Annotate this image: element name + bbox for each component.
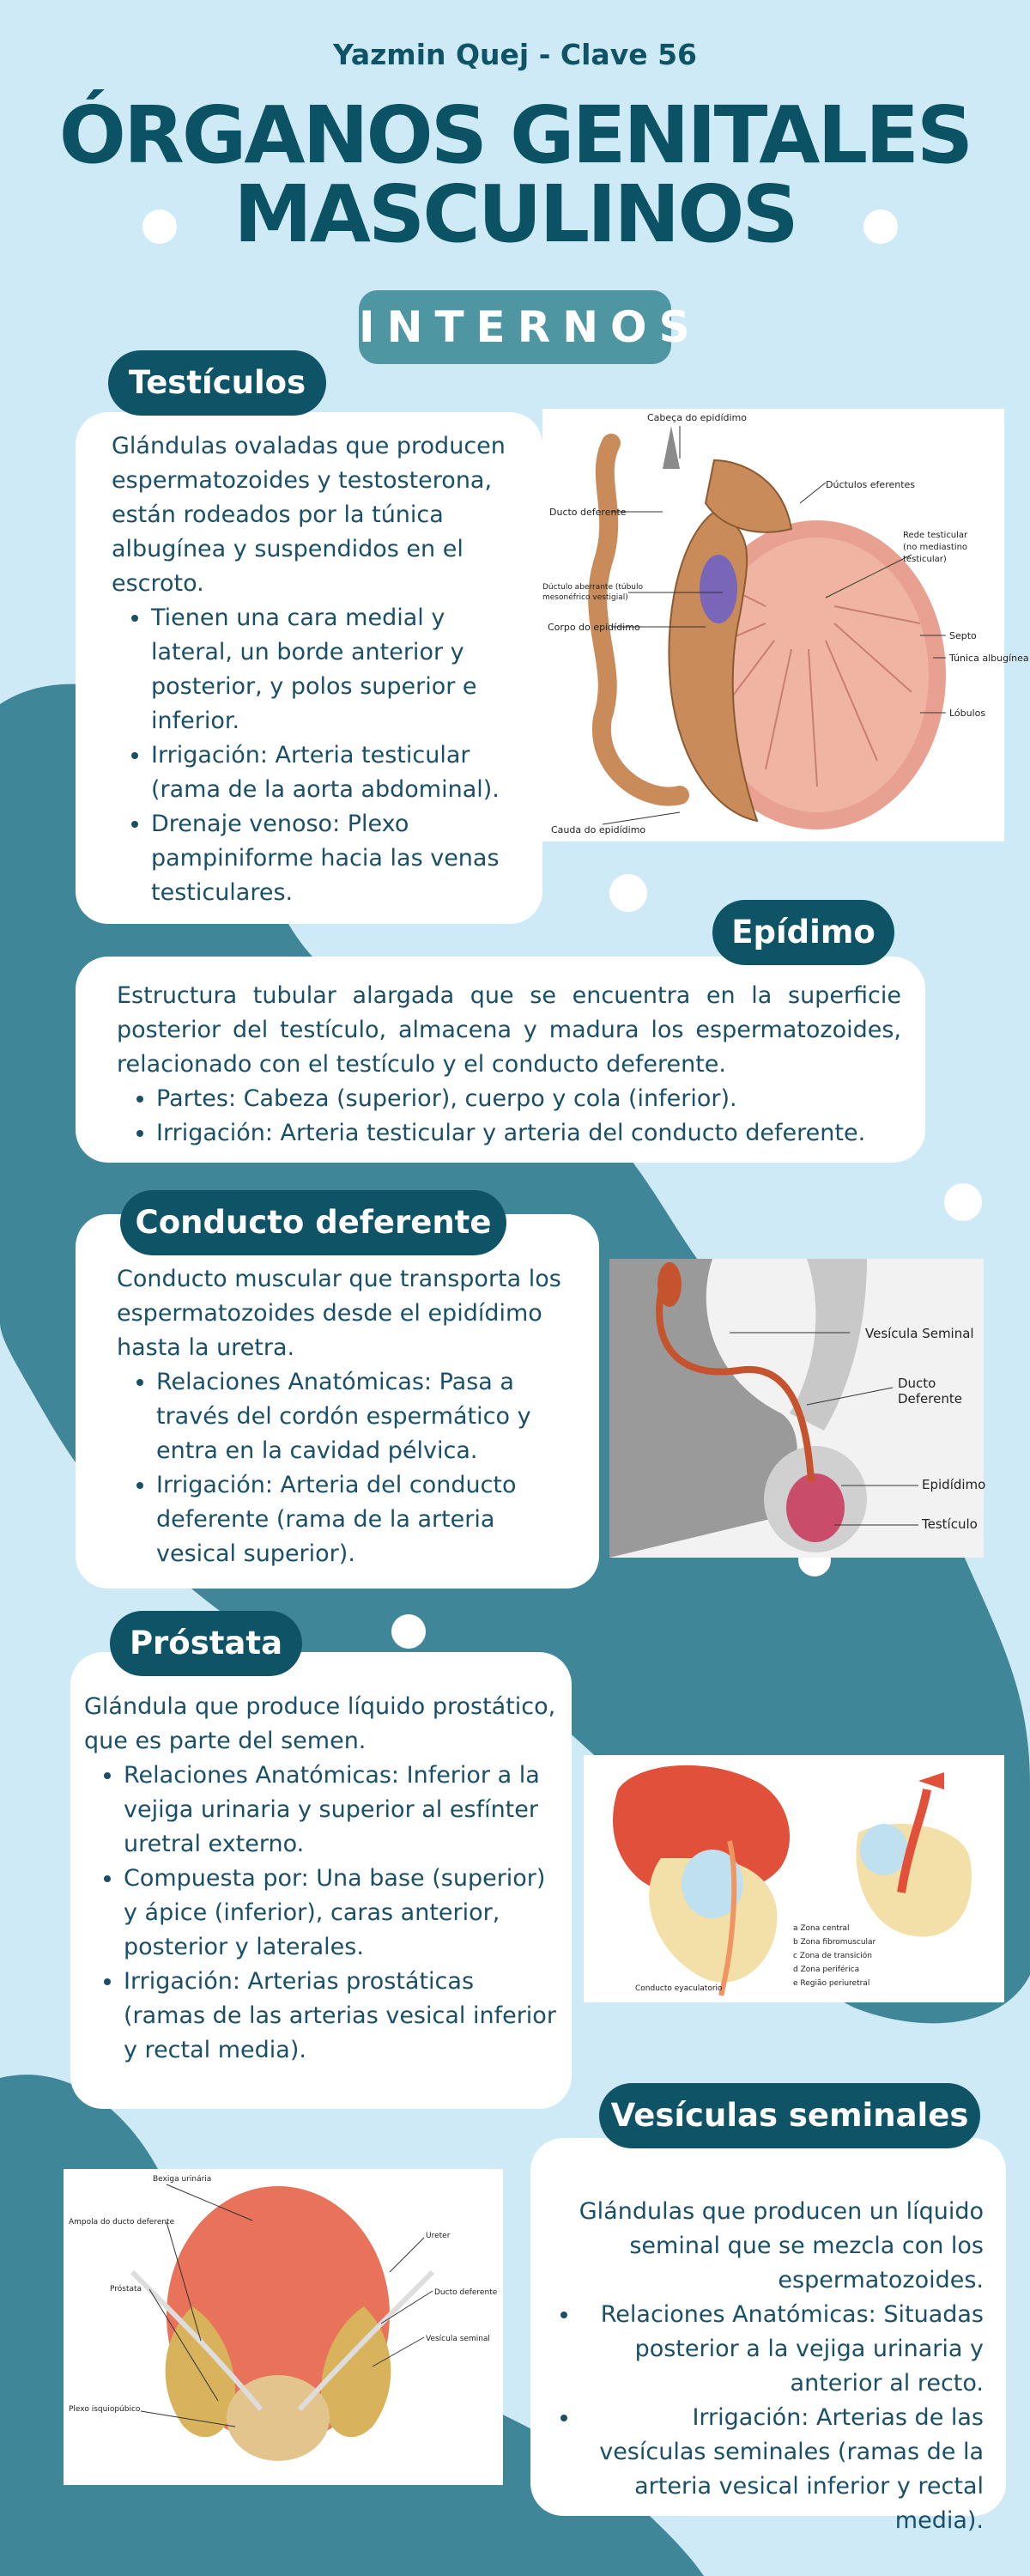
fig-label: Deferente (898, 1391, 962, 1406)
fig-label: Lóbulos (949, 708, 986, 719)
prostata-card (70, 1652, 572, 2109)
section-badge: INTERNOS (359, 290, 671, 364)
fig-label: Epidídimo (922, 1477, 986, 1492)
list-item: • Relaciones Anatómicas: Inferior a la vejiga urinaria y superior al esfínter uretral externo. (124, 1759, 556, 1862)
list-item: • Irrigación: Arterias de las vesículas seminales (ramas de la arteria vesical inferior y rectal media). (580, 2401, 984, 2538)
conducto-intro: Conducto muscular que transporta los espermatozoides desde el epidídimo hasta la uretra. (117, 1266, 561, 1361)
testiculo-illustration (542, 409, 1029, 841)
epididimo-card (76, 957, 925, 1163)
epididimo-heading: Epídimo (712, 900, 894, 965)
fig-label: Dúctulos eferentes (826, 479, 916, 490)
testiculos-card (76, 412, 542, 924)
fig-label: Vesícula seminal (426, 2335, 490, 2343)
fig-label: Ampola do ducto deferente (69, 2218, 175, 2227)
fig-label: mesonéfrico vestigial) (542, 593, 628, 602)
decor-dot (391, 1614, 426, 1649)
list-item: • Compuesta por: Una base (superior) y ápice (inferior), caras anterior, posterior y laterales. (124, 1862, 556, 1965)
decor-dot (944, 1183, 982, 1221)
vesiculas-list (546, 2298, 984, 2538)
fig-label: Ducto deferente (549, 507, 627, 518)
title-line-2: MASCULINOS (233, 168, 797, 260)
fig-label: Testículo (922, 1516, 978, 1532)
prostata-illustration (584, 1755, 1004, 2002)
vesiculas-card (530, 2138, 1006, 2534)
fig-label: Ureter (426, 2232, 451, 2240)
prostata-intro: Glándula que produce líquido prostático, que es parte del semen. (84, 1693, 556, 1754)
author-line: Yazmin Quej - Clave 56 (332, 38, 698, 71)
fig-label: Ducto deferente (434, 2288, 498, 2297)
list-item: • Irrigación: Arteria del conducto deferente (rama de la arteria vesical superior). (156, 1468, 582, 1571)
conducto-illustration (609, 1259, 984, 1558)
fig-label: e Região periuretral (793, 1979, 870, 1988)
fig-label: Corpo do epidídimo (548, 622, 640, 633)
decor-dot (609, 874, 647, 912)
fig-label: testicular) (903, 555, 947, 564)
list-item: • Relaciones Anatómicas: Situadas posterior a la vejiga urinaria y anterior al recto. (580, 2298, 984, 2401)
fig-label: c Zona de transición (793, 1952, 872, 1960)
fig-label: Conducto eyaculatorio (635, 1984, 723, 1993)
vesiculas-heading: Vesículas seminales (599, 2083, 980, 2148)
fig-label: Ducto (898, 1376, 936, 1391)
fig-label: Dúctulo aberrante (túbulo (542, 583, 644, 592)
fig-label: d Zona periférica (793, 1965, 860, 1974)
fig-label: Cauda do epidídimo (551, 824, 646, 835)
list-item: • Irrigación: Arterias prostáticas (ramas de las arterias vesical inferior y rectal media). (124, 1965, 556, 2068)
list-item: • Partes: Cabeza (superior), cuerpo y cola (inferior). (156, 1082, 901, 1116)
fig-label: b Zona fibromuscular (793, 1938, 876, 1947)
fig-label: Rede testicular (903, 531, 968, 540)
vesiculas-intro: Glándulas que producen un líquido seminal que se mezcla con los espermatozoides. (579, 2198, 984, 2293)
fig-label: Túnica albugínea (949, 653, 1029, 664)
conducto-list (117, 1365, 582, 1571)
testiculos-list (112, 601, 517, 910)
title-line-1: ÓRGANOS GENITALES (58, 89, 972, 181)
fig-label: a Zona central (793, 1924, 850, 1933)
list-item: • Relaciones Anatómicas: Pasa a través del cordón espermático y entra en la cavidad pélvica. (156, 1365, 582, 1468)
testiculos-heading: Testículos (108, 350, 326, 416)
conducto-heading: Conducto deferente (120, 1190, 506, 1255)
list-item: • Drenaje venoso: Plexo pampiniforme hacia las venas testiculares. (151, 807, 517, 910)
list-item: • Tienen una cara medial y lateral, un borde anterior y posterior, y polos superior e inferior. (151, 601, 517, 738)
fig-label: Próstata (110, 2285, 142, 2293)
prostata-list (84, 1759, 556, 2068)
fig-label: Cabeça do epidídimo (647, 412, 747, 423)
list-item: • Irrigación: Arteria testicular (rama de la aorta abdominal). (151, 738, 517, 807)
fig-label: Septo (949, 630, 977, 641)
fig-label: Plexo isquiopúbico (69, 2405, 141, 2414)
fig-label: (no mediastino (903, 543, 968, 552)
fig-label: Vesícula Seminal (865, 1326, 974, 1341)
page-title (0, 89, 1030, 260)
prostata-heading: Próstata (110, 1611, 302, 1676)
epididimo-list (117, 1082, 901, 1151)
fig-label: Bexiga urinária (153, 2175, 212, 2184)
testiculos-intro: Glándulas ovaladas que producen espermatozoides y testosterona, están rodeados por la túnica albugínea y suspendidos en el escroto. (112, 433, 506, 597)
epididimo-intro: Estructura tubular alargada que se encuentra en la superficie posterior del testículo, almacena y madura los espermatozoides, relacionado con el testículo y el conducto deferente. (117, 982, 901, 1078)
vesiculas-illustration (64, 2169, 503, 2485)
list-item: • Irrigación: Arteria testicular y arteria del conducto deferente. (156, 1116, 901, 1151)
conducto-card (76, 1214, 599, 1589)
